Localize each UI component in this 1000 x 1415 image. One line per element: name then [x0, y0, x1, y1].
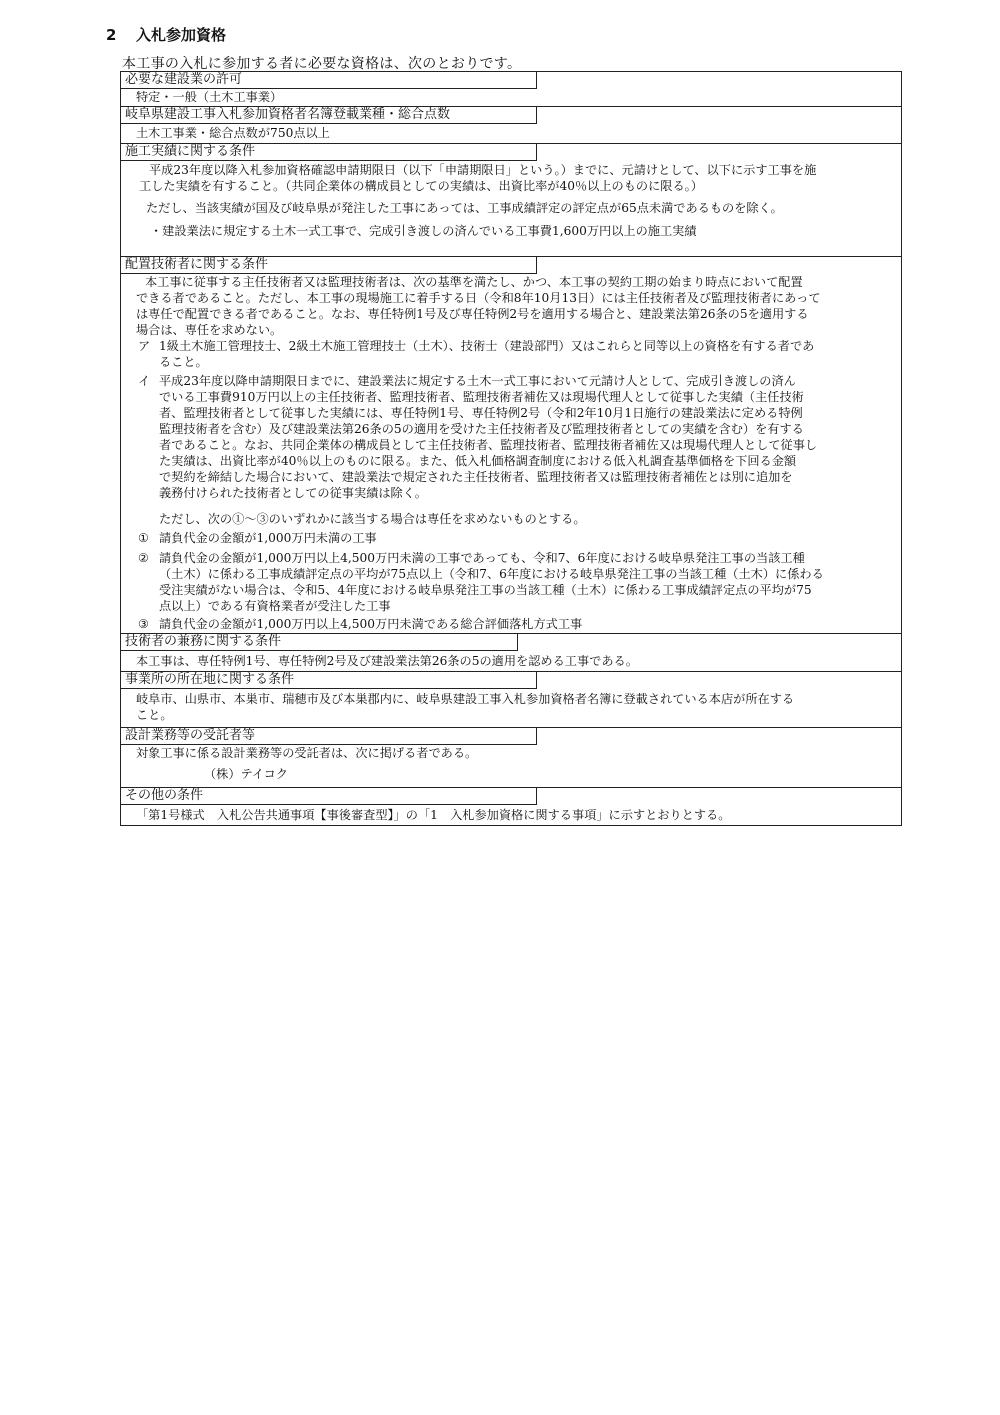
- item-i-line: 者、監理技術者として従事した実績には、専任特例1号、専任特例2号（令和2年10月1日施行の建設業法に定める特例: [159, 406, 803, 420]
- section-number: 2: [106, 26, 117, 44]
- engineer-line: 場合は、専任を求めない。: [136, 323, 283, 337]
- other-value: 「第1号様式 入札公告共通事項【事後審査型】」の「1 入札参加資格に関する事項」に示すとおりとする。: [136, 808, 731, 822]
- section-title: 入札参加資格: [136, 26, 227, 44]
- design-label: 設計業務等の受託者等: [121, 728, 537, 745]
- engineer-label: 配置技術者に関する条件: [121, 257, 537, 274]
- item-i-line: 監理技術者を含む）及び建設業法第26条の5の適用を受けた主任技術者及び監理技術者としての実績を含む）を有する: [159, 422, 804, 436]
- section-license: [121, 72, 901, 106]
- dual-label: 技術者の兼務に関する条件: [121, 634, 518, 651]
- dual-value: 本工事は、専任特例1号、専任特例2号及び建設業法第26条の5の適用を認める工事である。: [136, 654, 638, 668]
- record-label: 施工実績に関する条件: [121, 144, 537, 161]
- section-engineer: [121, 256, 901, 632]
- engineer-proviso: ただし、次の①～③のいずれかに該当する場合は専任を求めないものとする。: [159, 512, 586, 526]
- engineer-line: は専任で配置できる者であること。なお、専任特例1号及び専任特例2号を適用する場合と、建設業法第26条の5を適用する: [136, 307, 809, 321]
- item-i-line: た実績は、出資比率が40％以上のものに限る。また、低入札価格調査制度における低入札調査基準価格を下回る金額: [159, 454, 797, 468]
- item-i-line: で契約を締結した場合において、建設業法で規定された主任技術者、監理技術者又は監理技術者補佐とは別に追加を: [159, 470, 793, 484]
- registry-label: 岐阜県建設工事入札参加資格者名簿登載業種・総合点数: [121, 107, 537, 124]
- section-other: [121, 787, 901, 825]
- item-marker: ③: [138, 617, 149, 631]
- item-i-line: 義務付けられた技術者としての従事実績は除く。: [159, 486, 427, 500]
- engineer-line: できる者であること。ただし、本工事の現場施工に着手する日（令和8年10月13日）には主任技術者及び監理技術者にあって: [136, 291, 821, 305]
- item-marker: ①: [138, 531, 149, 545]
- exemption-line: 請負代金の金額が1,000万円以上4,500万円未満である総合評価落札方式工事: [159, 617, 583, 631]
- section-heading: [106, 24, 226, 45]
- engineer-line: 本工事に従事する主任技術者又は監理技術者は、次の基準を満たし、かつ、本工事の契約工期の始まり時点において配置: [145, 275, 803, 289]
- design-company: （株）テイコク: [204, 767, 288, 781]
- registry-value: 土木工事業・総合点数が750点以上: [136, 126, 330, 140]
- exemption-line: 点以上）である有資格業者が受注した工事: [159, 599, 391, 613]
- license-label: 必要な建設業の許可: [121, 72, 537, 89]
- section-record: [121, 143, 901, 256]
- license-value: 特定・一般（土木工事業）: [136, 90, 283, 104]
- exemption-line: 受注実績がない場合は、令和5、4年度における岐阜県発注工事の当該工種（土木）に係わる工事成績評定点の平均が75: [159, 583, 812, 597]
- exemption-line: （土木）に係わる工事成績評定点の平均が75点以上（令和7、6年度における岐阜県発注工事の当該工種（土木）に係わる: [159, 567, 824, 581]
- record-line-1: 平成23年度以降入札参加資格確認申請期限日（以下「申請期限日」という。）までに、元請けとして、以下に示す工事を施: [149, 163, 817, 177]
- exemption-line: 請負代金の金額が1,000万円未満の工事: [159, 531, 377, 545]
- office-line: こと。: [136, 708, 173, 722]
- section-registry: [121, 106, 901, 143]
- item-marker: イ: [138, 374, 151, 388]
- record-proviso: ただし、当該実績が国及び岐阜県が発注した工事にあっては、工事成績評定の評定点が65点未満であるものを除く。: [146, 201, 783, 215]
- section-office: [121, 671, 901, 727]
- exemption-item-2: [121, 550, 897, 614]
- qualification-table: [120, 71, 902, 826]
- item-i-line: 平成23年度以降申請期限日までに、建設業法に規定する土木一式工事において元請け人として、完成引き渡しの済ん: [159, 374, 796, 388]
- item-i-line: でいる工事費910万円以上の主任技術者、監理技術者、監理技術者補佐又は現場代理人として従事した実績（主任技術: [159, 390, 804, 404]
- exemption-line: 請負代金の金額が1,000万円以上4,500万円未満の工事であっても、令和7、6年度における岐阜県発注工事の当該工種: [159, 551, 805, 565]
- exemption-item-3: [121, 616, 897, 632]
- intro-text: 本工事の入札に参加する者に必要な資格は、次のとおりです。: [122, 56, 522, 72]
- other-label: その他の条件: [121, 788, 537, 805]
- office-line: 岐阜市、山県市、本巣市、瑞穂市及び本巣郡内に、岐阜県建設工事入札参加資格者名簿に登載されている本店が所在する: [136, 692, 795, 706]
- section-dual: [121, 633, 901, 671]
- engineer-item-i: [121, 373, 897, 501]
- item-a-line: 1級土木施工管理技士、2級土木施工管理技士（土木）、技術士（建設部門）又はこれらと同等以上の資格を有する者であ: [159, 339, 815, 353]
- office-label: 事業所の所在地に関する条件: [121, 672, 537, 689]
- design-value: 対象工事に係る設計業務等の受託者は、次に掲げる者である。: [136, 746, 478, 760]
- exemption-item-1: [121, 530, 897, 546]
- item-marker: ア: [138, 339, 151, 353]
- item-i-line: 者であること。なお、共同企業体の構成員として主任技術者、監理技術者、監理技術者補佐又は現場代理人として従事し: [159, 438, 818, 452]
- section-design: [121, 727, 901, 787]
- item-marker: ②: [138, 551, 149, 565]
- engineer-item-a: [121, 338, 897, 370]
- record-line-2: 工した実績を有すること。（共同企業体の構成員としての実績は、出資比率が40％以上のものに限る。）: [139, 179, 703, 193]
- item-a-line: ること。: [159, 355, 208, 369]
- record-requirement: ・建設業法に規定する土木一式工事で、完成引き渡しの済んでいる工事費1,600万円以上の施工実績: [150, 224, 697, 238]
